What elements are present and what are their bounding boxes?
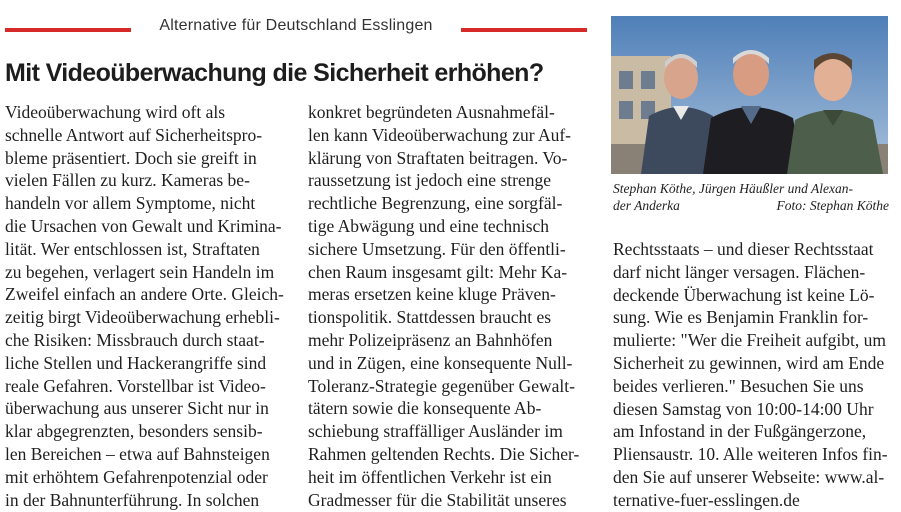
text-line: len Bereichen – etwa auf Bahnsteigen [5, 443, 270, 464]
text-line: Rahmen geltenden Rechts. Die Sicher- [308, 443, 580, 464]
text-line: sichere Umsetzung. Für den öffentli- [308, 238, 566, 259]
text-line: Pliensaustr. 10. Alle weiteren Infos fin- [613, 444, 888, 465]
article-column-1 [5, 101, 285, 511]
caption-line: Stephan Köthe, Jürgen Häußler und Alexan- [613, 181, 853, 196]
text-line: rechtliche Begrenzung, eine sorgfäl- [308, 193, 563, 214]
text-line: zeitig birgt Videoüberwachung erhebli- [5, 307, 280, 328]
text-line: mehr Polizeipräsenz an Bahnhöfen [308, 329, 553, 350]
text-line: reale Gefahren. Vorstellbar ist Video- [5, 375, 266, 396]
text-line: tionspolitik. Stattdessen braucht es [308, 307, 552, 328]
text-line: Videoüberwachung wird oft als [5, 102, 226, 122]
text-line: liche Stellen und Hackerangriffe sind [5, 352, 267, 373]
text-line: lität. Wer entschlossen ist, Straftaten [5, 238, 260, 259]
group-photo-image [611, 16, 888, 174]
text-line: mulierte: "Wer die Freiheit aufgibt, um [613, 330, 887, 351]
text-line: konkret begründeten Ausnahmefäl- [308, 102, 555, 122]
text-line: die Ursachen von Gewalt und Krimina- [5, 215, 282, 236]
text-line: schnelle Antwort auf Sicherheitspro- [5, 124, 263, 145]
text-line: zu begehen, verlagert sein Handeln im [5, 261, 275, 282]
kicker: Alternative für Deutschland Esslingen [159, 17, 433, 34]
text-line: tige Abwägung und eine technisch [308, 215, 550, 236]
header-bar [5, 14, 587, 44]
article-column-3 [613, 238, 890, 512]
text-line: Sicherheit zu gewinnen, wird am Ende [613, 352, 885, 373]
text-line: vielen Fällen zu kurz. Kameras be- [5, 170, 250, 191]
text-line: mit erhöhtem Gefahrenpotenzial oder [5, 466, 268, 487]
text-line: Gradmesser für die Stabilität unseres [308, 489, 567, 510]
photo-caption [613, 180, 889, 214]
text-line: klärung von Straftaten beitragen. Vo- [308, 147, 568, 168]
text-line: raussetzung ist jedoch eine strenge [308, 170, 551, 191]
text-line: und in Zügen, eine konsequente Null- [308, 352, 573, 373]
text-line: beides verlieren." Besuchen Sie uns [613, 375, 864, 396]
text-line: handeln vor allem Symptome, nicht [5, 193, 256, 214]
text-line: ternative-fuer-esslingen.de [613, 489, 800, 510]
group-photo [611, 16, 888, 174]
text-line: bleme präsentiert. Doch sie greift in [5, 147, 257, 168]
text-line: chen Raum insgesamt gilt: Mehr Ka- [308, 261, 568, 282]
text-line: überwachung aus unserer Sicht nur in [5, 398, 269, 419]
text-line: heit im öffentlichen Verkehr ist ein [308, 466, 552, 487]
header-rule-left [5, 28, 131, 32]
text-line: darf nicht länger versagen. Flächen- [613, 261, 866, 282]
photo-credit: Foto: Stephan Köthe [776, 198, 889, 213]
text-line: diesen Samstag von 10:00-14:00 Uhr [613, 398, 874, 419]
text-line: schiebung straffälliger Ausländer im [308, 421, 563, 442]
text-line: tätern sowie die konsequente Ab- [308, 398, 542, 419]
text-line: den Sie auf unserer Webseite: www.al- [613, 466, 885, 487]
text-line: Rechtsstaats – und dieser Rechtsstaat [613, 239, 874, 259]
caption-line: der Anderka [613, 198, 680, 213]
text-line: deckende Überwachung ist keine Lö- [613, 284, 875, 305]
text-line: am Infostand in der Fußgängerzone, [613, 421, 867, 442]
text-line: che Risiken: Missbrauch durch staat- [5, 329, 265, 350]
headline: Mit Videoüberwachung die Sicherheit erhöhen? [5, 59, 544, 87]
text-line: Zweifel einfach an andere Orte. Gleich- [5, 284, 284, 305]
text-line: len kann Videoüberwachung zur Auf- [308, 124, 571, 145]
header-rule-right [461, 28, 587, 32]
article-column-2 [308, 101, 586, 511]
text-line: Toleranz-Strategie gegenüber Gewalt- [308, 375, 575, 396]
text-line: sung. Wie es Benjamin Franklin for- [613, 307, 869, 328]
text-line: klar abgegrenzten, besonders sensib- [5, 421, 263, 442]
text-line: in der Bahnunterführung. In solchen [5, 489, 260, 510]
text-line: meras ersetzen keine kluge Präven- [308, 284, 556, 305]
